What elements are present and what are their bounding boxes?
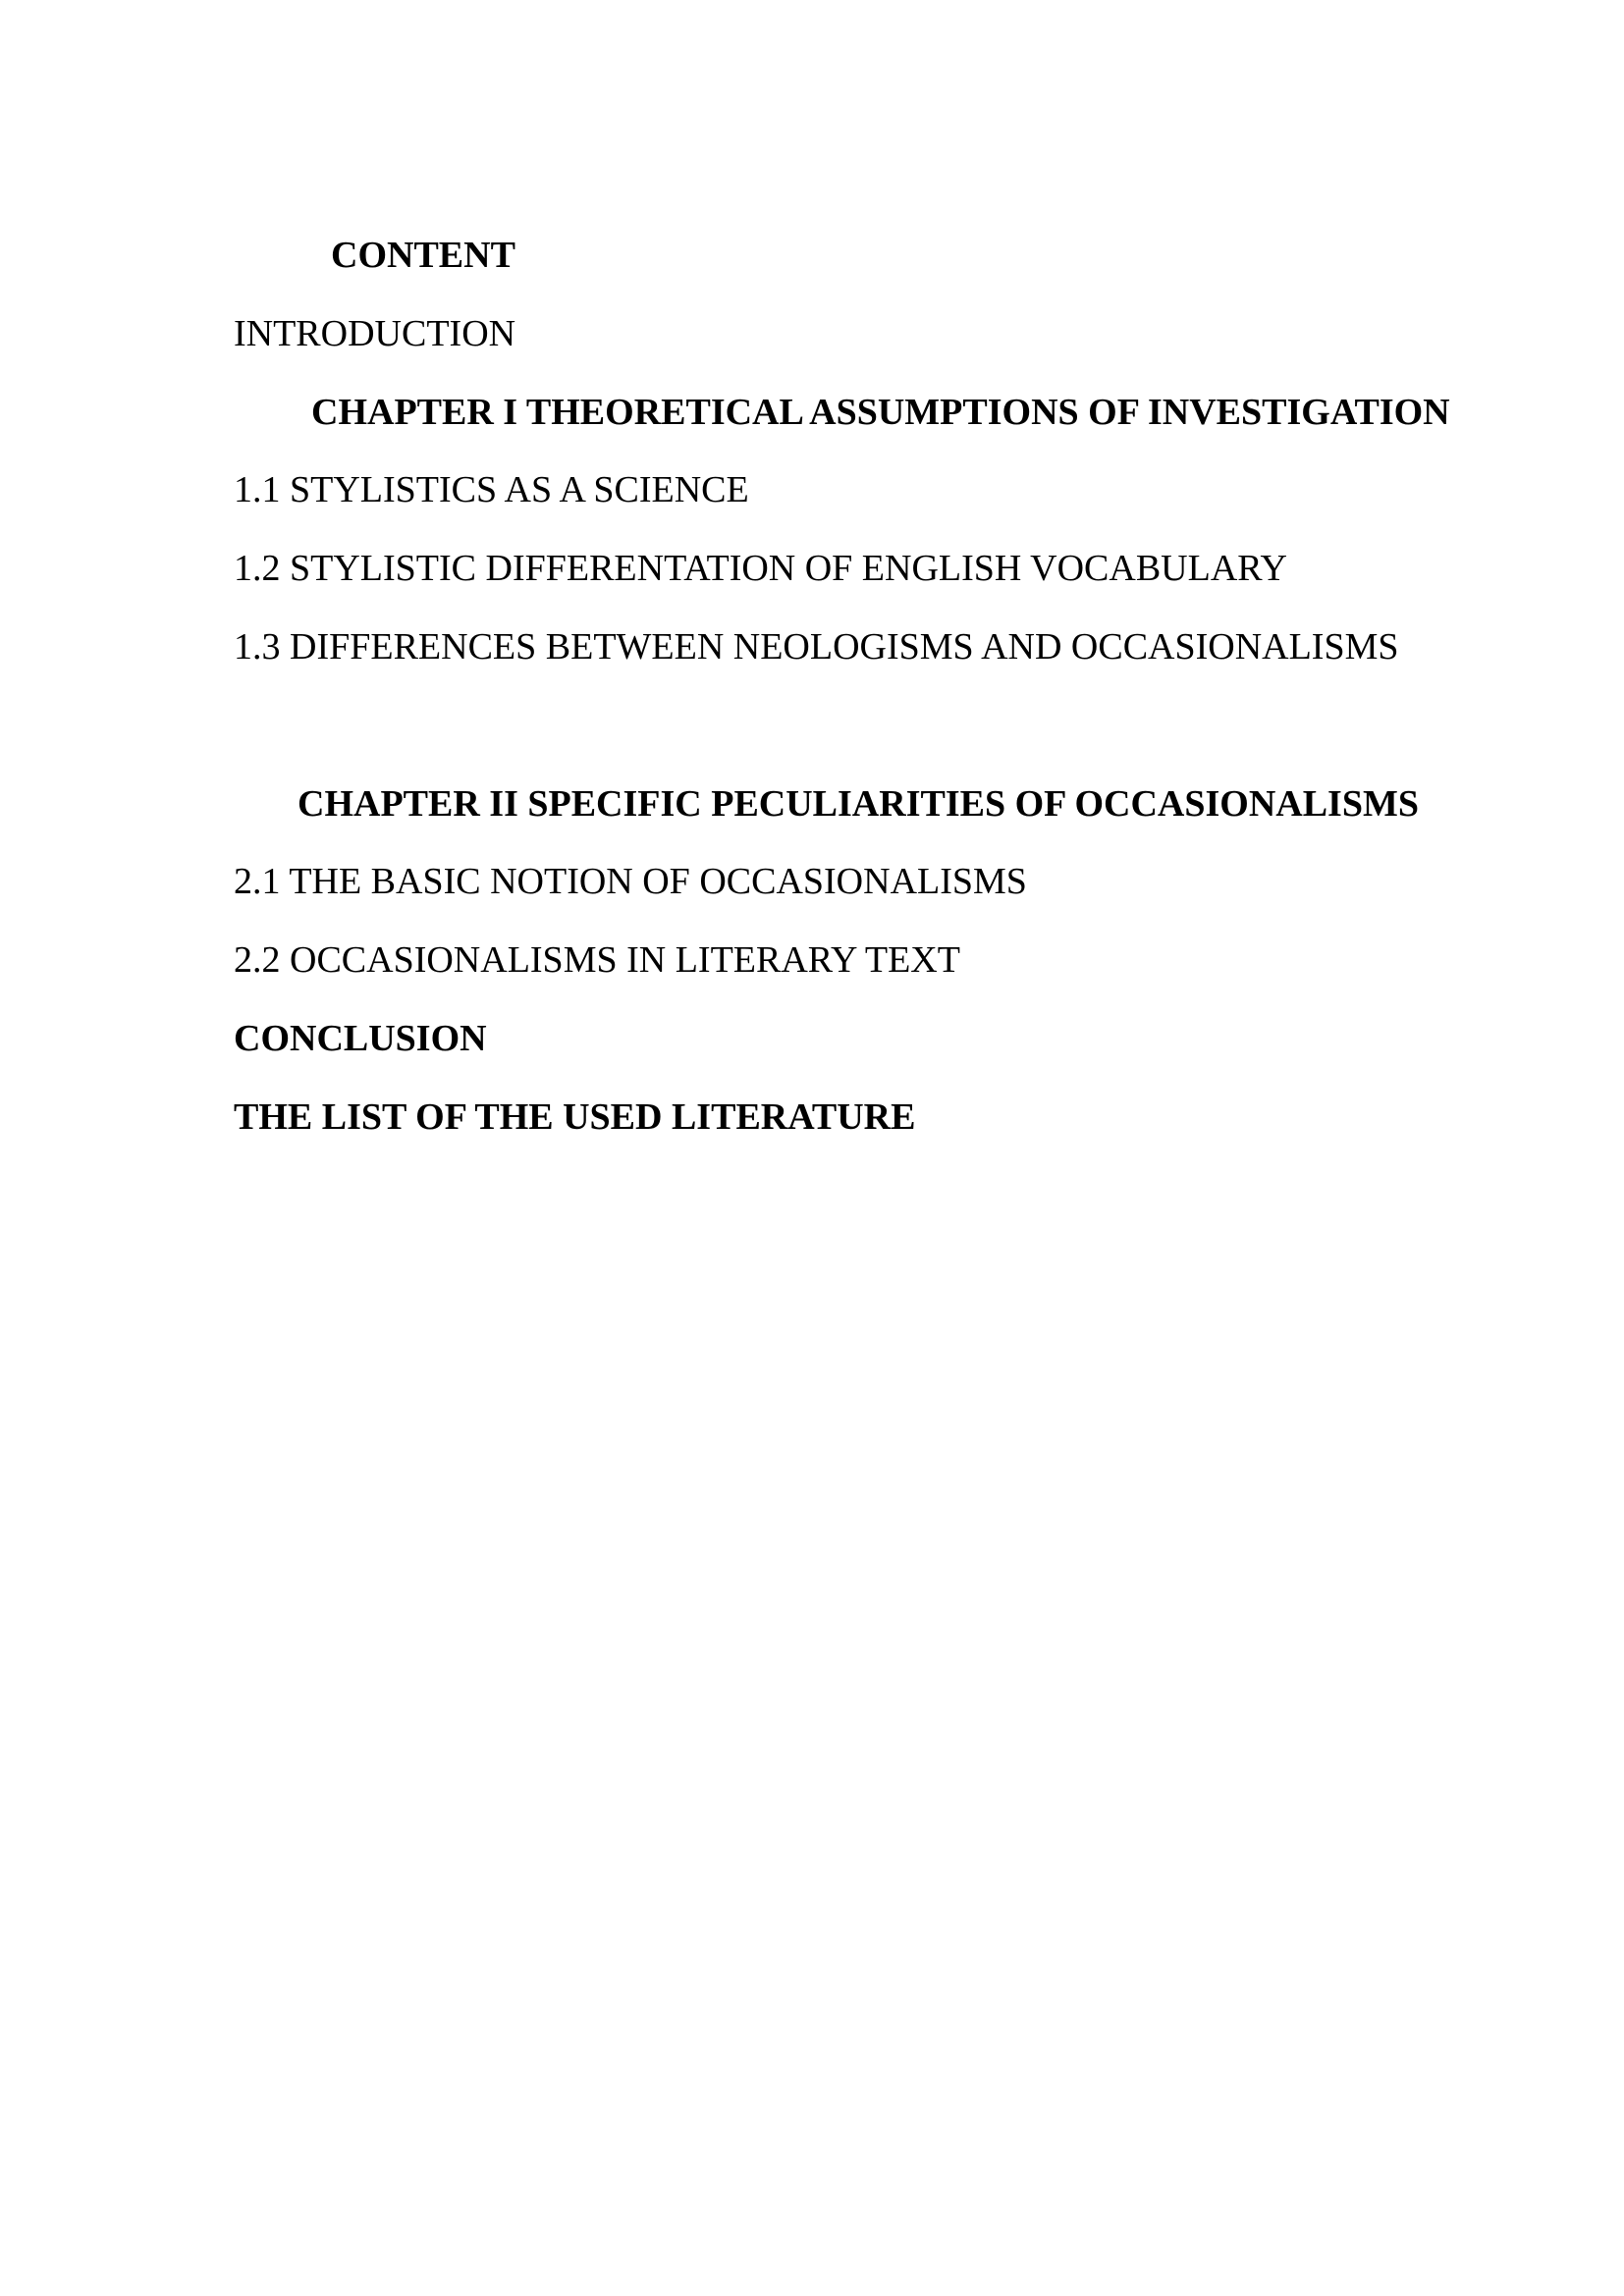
toc-entry-introduction: INTRODUCTION [234, 313, 516, 354]
toc-entry-1-2: 1.2 STYLISTIC DIFFERENTATION OF ENGLISH VOCABULARY [234, 548, 1287, 589]
toc-heading: CONTENT [331, 235, 515, 276]
toc-entry-1-1: 1.1 STYLISTICS AS A SCIENCE [234, 469, 749, 510]
toc-entry-conclusion: CONCLUSION [234, 1018, 487, 1059]
toc-entry-2-2: 2.2 OCCASIONALISMS IN LITERARY TEXT [234, 939, 960, 981]
toc-entry-2-1: 2.1 THE BASIC NOTION OF OCCASIONALISMS [234, 861, 1027, 902]
toc-entry-1-3: 1.3 DIFFERENCES BETWEEN NEOLOGISMS AND OCCASIONALISMS [234, 626, 1399, 667]
toc-chapter-1-title: CHAPTER I THEORETICAL ASSUMPTIONS OF INVESTIGATION [311, 392, 1450, 433]
toc-entry-literature: THE LIST OF THE USED LITERATURE [234, 1096, 916, 1138]
toc-chapter-2-title: CHAPTER II SPECIFIC PECULIARITIES OF OCCASIONALISMS [298, 783, 1419, 825]
